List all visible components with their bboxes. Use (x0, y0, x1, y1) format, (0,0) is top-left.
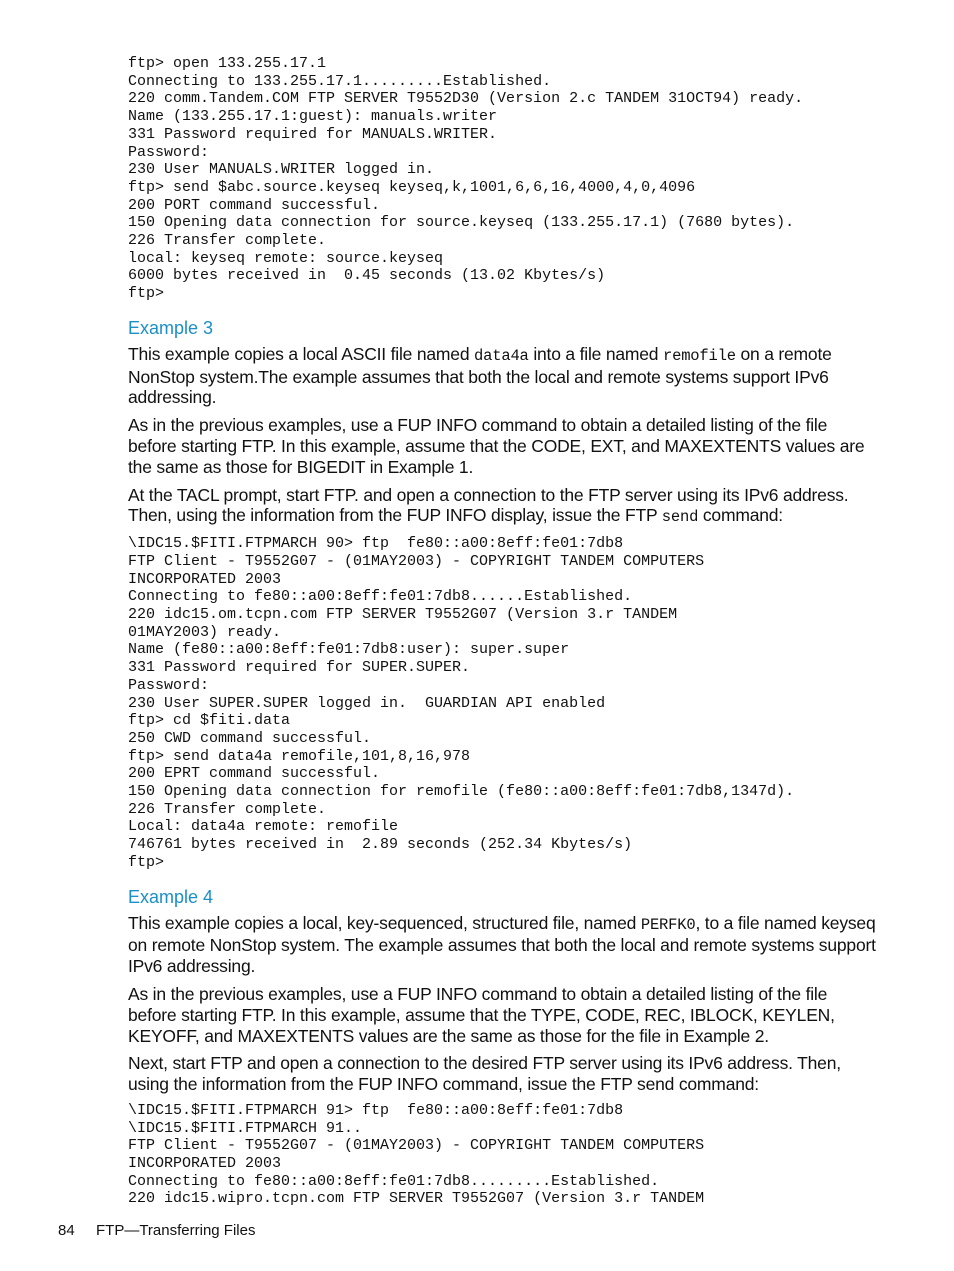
page-content (128, 55, 878, 1208)
inline-code-perfk0: PERFK0 (640, 915, 696, 934)
code-block-example-4: \IDC15.$FITI.FTPMARCH 91> ftp fe80::a00:8eff:fe01:7db8 \IDC15.$FITI.FTPMARCH 91.. FTP Client - T9552G07 - (01MAY2003) - COPYRIGHT TANDEM COMPUTERS INCORPORATED 2003 Connecting to fe80::a00:8eff:fe01:7db8.........Established. 220 idc15.wipro.tcpn.com FTP SERVER T9552G07 (Version 3.r TANDEM (128, 1101, 705, 1208)
page-footer (58, 1222, 255, 1240)
footer-section-title: FTP—Transferring Files (96, 1222, 256, 1239)
text-run: , to a file named keyseq on remote NonStop system. The example assumes that both the local and remote systems support IPv6 addressing. (128, 912, 876, 977)
text-run: into a file named (528, 343, 663, 364)
example-4-paragraph-3: Next, start FTP and open a connection to the desired FTP server using its IPv6 address. Then, using the information from the FUP INFO command, issue the FTP send command: (128, 1053, 841, 1095)
text-run: This example copies a local ASCII file named (128, 343, 475, 364)
text-run: command: (698, 505, 783, 526)
text-run: At the TACL prompt, start FTP. and open a connection to the FTP server using its IPv6 address. Then, using the information from the FUP INFO display, issue the FTP (128, 484, 849, 526)
example-3-heading: Example 3 (128, 317, 214, 338)
example-3-paragraph-3 (128, 485, 878, 529)
example-3-paragraph-1 (128, 344, 878, 408)
text-run: This example copies a local, key-sequenced, structured file, named (128, 912, 641, 933)
inline-code-send: send (661, 508, 699, 527)
text-run: on a remote NonStop system.The example assumes that both the local and remote systems support IPv6 addressing. (128, 343, 832, 408)
example-4-paragraph-1 (128, 913, 878, 977)
inline-code-data4a: data4a (474, 346, 529, 365)
code-block-example-3: \IDC15.$FITI.FTPMARCH 90> ftp fe80::a00:8eff:fe01:7db8 FTP Client - T9552G07 - (01MAY2003) - COPYRIGHT TANDEM COMPUTERS INCORPORATED 2003 Connecting to fe80::a00:8eff:fe01:7db8......Established. 220 idc15.om.tcpn.com FTP SERVER T9552G07 (Version 3.r TANDEM 01MAY2003) ready. Name (fe80::a00:8eff:fe01:7db8:user): super.super 331 Password required for SUPER.SUPER. Password: 230 User SUPER.SUPER logged in. GUARDIAN API enabled ftp> cd $fiti.data 250 CWD command successful. ftp> send data4a remofile,101,8,16,978 200 EPRT command successful. 150 Opening data connection for remofile (fe80::a00:8eff:fe01:7db8,1347d). 226 Transfer complete. Local: data4a remote: remofile 746761 bytes received in 2.89 seconds (252.34 Kbytes/s) ftp> (128, 535, 795, 871)
example-4-paragraph-2: As in the previous examples, use a FUP INFO command to obtain a detailed listing of the file before starting FTP. In this example, assume that the TYPE, CODE, REC, IBLOCK, KEYLEN, KEYOFF, and MAXEXTENTS values are the same as those for the file in Example 2. (128, 983, 835, 1046)
example-3-paragraph-2: As in the previous examples, use a FUP INFO command to obtain a detailed listing of the file before starting FTP. In this example, assume that the CODE, EXT, and MAXEXTENTS values are the same as those for BIGEDIT in Example 1. (128, 415, 865, 477)
example-4-heading: Example 4 (128, 886, 214, 907)
code-block-ftp-session-1: ftp> open 133.255.17.1 Connecting to 133.255.17.1.........Established. 220 comm.Tandem.COM FTP SERVER T9552D30 (Version 2.c TANDEM 31OCT94) ready. Name (133.255.17.1:guest): manuals.writer 331 Password required for MANUALS.WRITER. Password: 230 User MANUALS.WRITER logged in. ftp> send $abc.source.keyseq keyseq,k,1001,6,6,16,4000,4,0,4096 200 PORT command successful. 150 Opening data connection for source.keyseq (133.255.17.1) (7680 bytes). 226 Transfer complete. local: keyseq remote: source.keyseq 6000 bytes received in 0.45 seconds (13.02 Kbytes/s) ftp> (128, 55, 804, 303)
page-number: 84 (58, 1222, 75, 1239)
inline-code-remofile: remofile (663, 346, 736, 365)
